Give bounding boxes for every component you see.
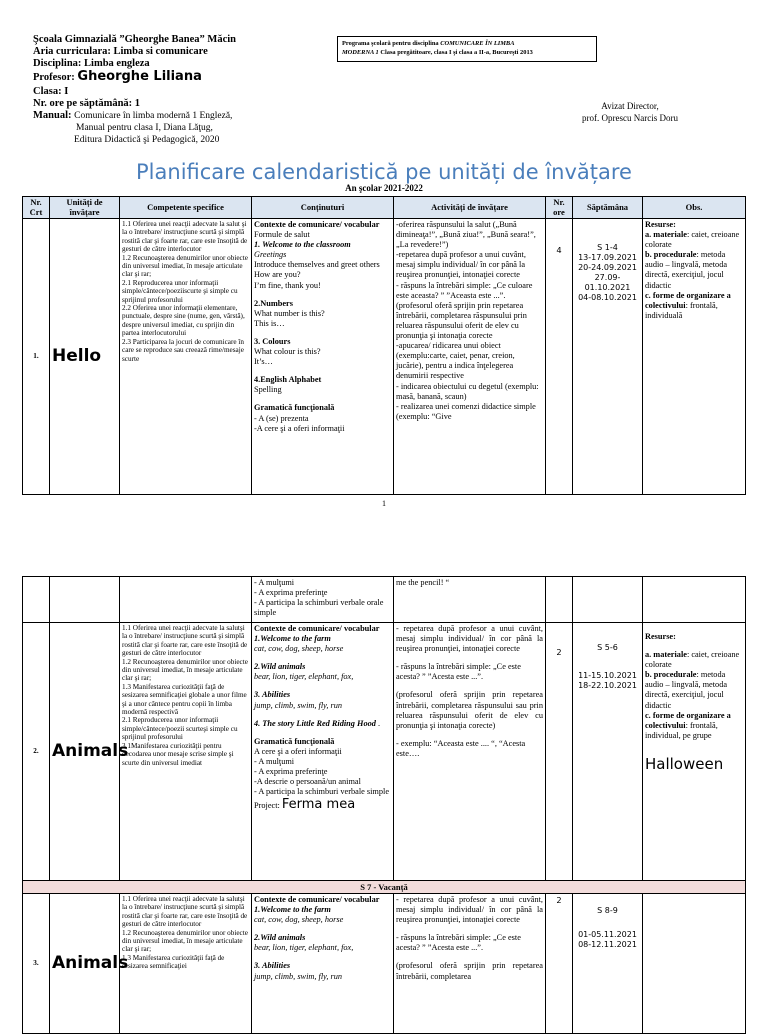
empty-cell — [643, 577, 746, 623]
lesson-farm: 1.Welcome to the farm — [254, 905, 331, 915]
gram-item: - A exprima preferinţe — [254, 588, 328, 598]
farm-words: cat, cow, dog, sheep, horse — [254, 644, 344, 654]
gram-item: - A (se) prezenta — [254, 413, 309, 423]
program-box — [337, 36, 597, 62]
lesson-colours: 3. Colours — [254, 336, 291, 346]
resurse-label: Resurse: — [645, 632, 676, 641]
event-halloween: Halloween — [645, 754, 724, 773]
abilities-words: jump, climb, swim, fly, run — [254, 971, 343, 981]
its: It’s… — [254, 357, 273, 367]
gram-item: A cere şi a oferi informaţii — [254, 746, 342, 756]
activity: - repetarea după profesor a unui cuvânt, mesaj simplu individual/ în cor până la reuşirea pronunţiei, intonaţiei corecte — [396, 895, 543, 925]
activity: - răspuns la întrebări simple: „Ce este acesta? ” ”Acesta este ...”. — [396, 933, 521, 953]
gramatica-title: Gramatică funcţională — [254, 736, 335, 746]
gram-item: - A mulţumi — [254, 578, 295, 587]
profesor-label: Profesor: — [33, 72, 75, 83]
col-header-continuturi: Conținuturi — [252, 197, 394, 219]
lesson-story: 4. The story Little Red Riding Hood — [254, 718, 376, 728]
greetings: Greetings — [254, 250, 287, 260]
manual-line1: Comunicare în limba modernă 1 Engleză, — [74, 111, 233, 121]
col-header-nr: Nr. Crt — [23, 197, 50, 219]
saptamana-range: S 5-6 — [597, 643, 618, 652]
unit-title: Animals — [50, 623, 120, 881]
col-header-ore: Nr. ore — [546, 197, 573, 219]
table-row — [23, 623, 746, 881]
resurse-b: b. procedurale — [645, 250, 697, 260]
profesor-name: Gheorghe Liliana — [77, 69, 202, 84]
empty-cell — [50, 577, 120, 623]
manual — [33, 110, 232, 122]
clasa: Clasa: I — [33, 86, 69, 97]
what-colour: What colour is this? — [254, 347, 321, 357]
obs-cell — [643, 623, 746, 881]
lesson-story-tail: . — [375, 718, 381, 728]
gram-item: - A participa la schimburi verbale orale simple — [254, 598, 384, 618]
lesson-abilities: 3. Abilities — [254, 961, 291, 971]
unit-title: Hello — [50, 219, 120, 495]
avizat-label: Avizat Director, — [601, 101, 659, 111]
col-header-obs: Obs. — [643, 197, 746, 219]
resurse-b-text: : metoda audio – lingvală, metoda directă, exerciţiul, jocul didactic — [645, 250, 728, 290]
table-header-row — [23, 197, 746, 219]
continuturi-cell — [252, 577, 394, 623]
continuturi-cell — [252, 623, 394, 881]
wild-words: bear, lion, tiger, elephant, fox, — [254, 672, 354, 682]
formule-salut: Formule de salut — [254, 230, 310, 240]
planning-table-page1 — [22, 196, 746, 495]
resurse-a-text: : caiet, creioane colorate — [645, 650, 740, 670]
program-classes: Clasa pregătitoare, clasa I şi clasa a II-a, Bucureşti 2013 — [380, 49, 533, 56]
saptamana-range: S 8-9 — [597, 906, 618, 915]
row-number: 2. — [23, 623, 50, 881]
table-row — [23, 894, 746, 1034]
project-label: Project: — [254, 801, 282, 811]
gram-item: -A cere şi a oferi informaţii — [254, 423, 345, 433]
table-row-continued — [23, 577, 746, 623]
resurse-c: c. forme de organizare a colectivului — [645, 710, 731, 730]
obs-cell — [643, 219, 746, 495]
school-year: An şcolar 2021-2022 — [345, 183, 423, 193]
planning-table-page2 — [22, 576, 746, 1034]
program-text: Programa şcolară pentru disciplina — [342, 40, 441, 47]
lesson-alphabet: 4.English Alphabet — [254, 375, 322, 385]
project-name: Ferma mea — [281, 797, 356, 813]
farm-words: cat, cow, dog, sheep, horse — [254, 915, 344, 925]
vacation-row — [23, 881, 746, 894]
manual-line2: Manual pentru clasa I, Diana Lăţug, — [76, 123, 213, 133]
col-header-unitati: Unități de învățare — [50, 197, 120, 219]
how-are-you: How are you? — [254, 270, 301, 280]
contexte-title: Contexte de comunicare/ vocabular — [254, 895, 380, 904]
saptamana-dates: 01-05.11.2021 08-12.11.2021 — [578, 930, 637, 949]
empty-cell — [120, 577, 252, 623]
col-header-competente: Competente specifice — [120, 197, 252, 219]
program-subject: COMUNICARE ÎN LIMBA — [440, 40, 515, 47]
gram-item: - A mulţumi — [254, 756, 295, 766]
contexte-title: Contexte de comunicare/ vocabular — [254, 220, 380, 229]
gram-item: - A exprima preferinţe — [254, 767, 328, 777]
resurse-b-text: : metoda audio – lingvală, metoda directă, exerciţiul, jocul didactic — [645, 670, 728, 710]
saptamana-cell — [573, 894, 643, 1034]
activitati-cell — [394, 894, 546, 1034]
activity: - repetarea după profesor a unui cuvânt, mesaj simplu individual/ în cor până la reuşirea pronunţiei, intonaţiei corecte — [396, 624, 543, 654]
resurse-c: c. forme de organizare a colectivului — [645, 290, 731, 310]
ore-cell: 2 — [546, 894, 573, 1034]
profesor — [33, 71, 202, 84]
resurse-b: b. procedurale — [645, 670, 697, 680]
manual-label: Manual: — [33, 110, 72, 121]
continuturi-cell — [252, 219, 394, 495]
lesson-wild: 2.Wild animals — [254, 662, 306, 672]
page-title: Planificare calendaristică pe unități de învățare — [136, 160, 632, 184]
saptamana-dates: 11-15.10.2021 18-22.10.2021 — [578, 671, 637, 690]
col-header-saptamana: Săptămâna — [573, 197, 643, 219]
program-subject-2: MODERNA 1 — [342, 49, 381, 56]
nr-ore: Nr. ore pe săptămână: 1 — [33, 98, 141, 109]
activity: (profesorul oferă sprijin prin repetarea întrebării, completarea — [396, 961, 543, 981]
empty-cell — [546, 577, 573, 623]
continuturi-cell — [252, 894, 394, 1034]
saptamana-cell: S 1-4 13-17.09.2021 20-24.09.2021 27.09-01.10.2021 04-08.10.2021 — [573, 219, 643, 495]
competente-cell: 1.1 Oferirea unei reacţii adecvate la salut şi la o întrebare/ instrucţiune scurtă şi simplă rostită clar şi foarte rar, care este însoţită de gesturi de către interlocutor 1.2 Recunoaşterea denumirilor unor obiecte din universul imediat, în mesaje articulate clar şi rar; 2.1 Reproducerea unor informaţii simple/cântece/poeziiscurte şi simple cu sprijinul profesorului 2.2 Oferirea unor informaţii elementare, punctuale, despre sine (nume, gen, vârstă), despre universul imediat, cu sprijin din partea interlocutorului 2.3 Participarea la jocuri de comunicare în care se reproduce sau creează rime/mesaje scurte — [120, 219, 252, 495]
resurse-a-text: : caiet, creioane colorate — [645, 230, 740, 250]
resurse-label: Resurse: — [645, 220, 676, 229]
row-number: 3. — [23, 894, 50, 1034]
activitati-cell: me the pencil! “ — [394, 577, 546, 623]
gram-item: - A participa la schimburi verbale simple — [254, 787, 390, 797]
empty-cell — [23, 577, 50, 623]
lesson-wild: 2.Wild animals — [254, 933, 306, 943]
disciplina: Disciplina: Limba engleza — [33, 58, 150, 69]
school-name: Şcoala Gimnazială ”Gheorghe Banea” Măcin — [33, 34, 236, 45]
activity: - exemplu: “Aceasta este .... “, “Acesta este…. — [396, 738, 526, 758]
ore-cell: 4 — [546, 219, 573, 495]
this-is: This is… — [254, 318, 285, 328]
page-number: 1 — [382, 499, 386, 508]
vacation-label: S 7 - Vacanță — [23, 881, 746, 894]
lesson-numbers: 2.Numbers — [254, 298, 293, 308]
gramatica-title: Gramatică funcţională — [254, 403, 335, 413]
lesson-abilities: 3. Abilities — [254, 690, 291, 700]
obs-cell — [643, 894, 746, 1034]
empty-cell — [573, 577, 643, 623]
fine-thanks: I’m fine, thank you! — [254, 280, 321, 290]
resurse-a: a. materiale — [645, 650, 687, 660]
resurse-c-text: : frontală, individual, pe grupe — [645, 720, 718, 740]
ore-cell: 2 — [546, 623, 573, 881]
activity: (profesorul oferă sprijin prin repetarea întrebării, completarea răspunsului sau prin reluarea răspunsului oferit de elev cu pronunţia şi intonaţia corecte) — [396, 690, 543, 730]
what-number: What number is this? — [254, 308, 325, 318]
table-row — [23, 219, 746, 495]
col-header-activitati: Activități de învățare — [394, 197, 546, 219]
manual-line3: Editura Didactică şi Pedagogică, 2020 — [74, 135, 220, 145]
activitati-cell: -oferirea răspunsului la salut („Bună dimineaţa!”, „Bună ziua!”, „Bună seara!”, „La revedere!”) -repetarea după profesor a unui cuvânt, mesaj simplu individual/ în cor până la reuşirea pronunţiei, intonaţiei corecte - răspuns la întrebări simple: „Ce culoare este aceasta? ” ”Aceasta este ...”. (profesorul oferă sprijin prin repetarea întrebării, completarea răspunsului prin reluarea răspunsului oferit de elev cu pronunţia şi intonaţia corecte -apucarea/ ridicarea unui obiect (exemplu:carte, caiet, penar, creion, jucărie), pentru a indica înţelegerea denumirii respective - indicarea obiectului cu degetul (exemplu: masă, banană, scaun) - realizarea unei comenzi didactice simple (exemplu: “Give — [394, 219, 546, 495]
competente-cell: 1.1 Oferirea unei reacţii adecvate la salutşi la o întrebare/ instrucţiune scurtă şi simplă rostită clar şi foarte rar, care este însoţită de gesturi de către interlocutor 1.2 Recunoaşterea denumirilor unor obiecte din universul imediat, în mesaje articulate clar şi rar; 1.3 Manifestarea curiozităţii faţă de sesizarea semnificaţiei globale a unor filme şi a unor cântece pentru copii în limba modernă respectivă 2.1 Reproducerea unor informaţii simple/cântece/poezii scurteşi simple cu sprijinul profesorului 3.1Manifestarea curiozităţii pentru decodarea unor mesaje scrise simple şi scurte din universul imediat — [120, 623, 252, 881]
unit-title: Animals — [50, 894, 120, 1034]
contexte-title: Contexte de comunicare/ vocabular — [254, 624, 380, 633]
activitati-cell — [394, 623, 546, 881]
resurse-c-text: : frontală, individuală — [645, 300, 718, 320]
resurse-a: a. materiale — [645, 230, 687, 240]
avizat-block — [570, 100, 690, 124]
gram-item: -A descrie o persoană/un animal — [254, 777, 361, 787]
lesson-welcome: 1. Welcome to the classroom — [254, 240, 351, 250]
saptamana-cell — [573, 623, 643, 881]
abilities-words: jump, climb, swim, fly, run — [254, 700, 343, 710]
activity: - răspuns la întrebări simple: „Ce este acesta? ” ”Acesta este ...”. — [396, 662, 521, 682]
introduce: Introduce themselves and greet others — [254, 260, 380, 270]
competente-cell: 1.1 Oferirea unei reacţii adecvate la salutşi la o întrebare/ instrucţiune scurtă şi simplă rostită clar şi foarte rar, care este însoţită de gesturi de către interlocutor 1.2 Recunoaşterea denumirilor unor obiecte din universul imediat, în mesaje articulate clar şi rar; 1.3 Manifestarea curiozităţii faţă de sesizarea semnificaţiei — [120, 894, 252, 1034]
wild-words: bear, lion, tiger, elephant, fox, — [254, 943, 354, 953]
spelling: Spelling — [254, 385, 282, 395]
row-number: 1. — [23, 219, 50, 495]
aria-curriculara: Aria curriculara: Limba si comunicare — [33, 46, 208, 57]
lesson-farm: 1.Welcome to the farm — [254, 634, 331, 644]
director-name: prof. Oprescu Narcis Doru — [582, 113, 678, 123]
